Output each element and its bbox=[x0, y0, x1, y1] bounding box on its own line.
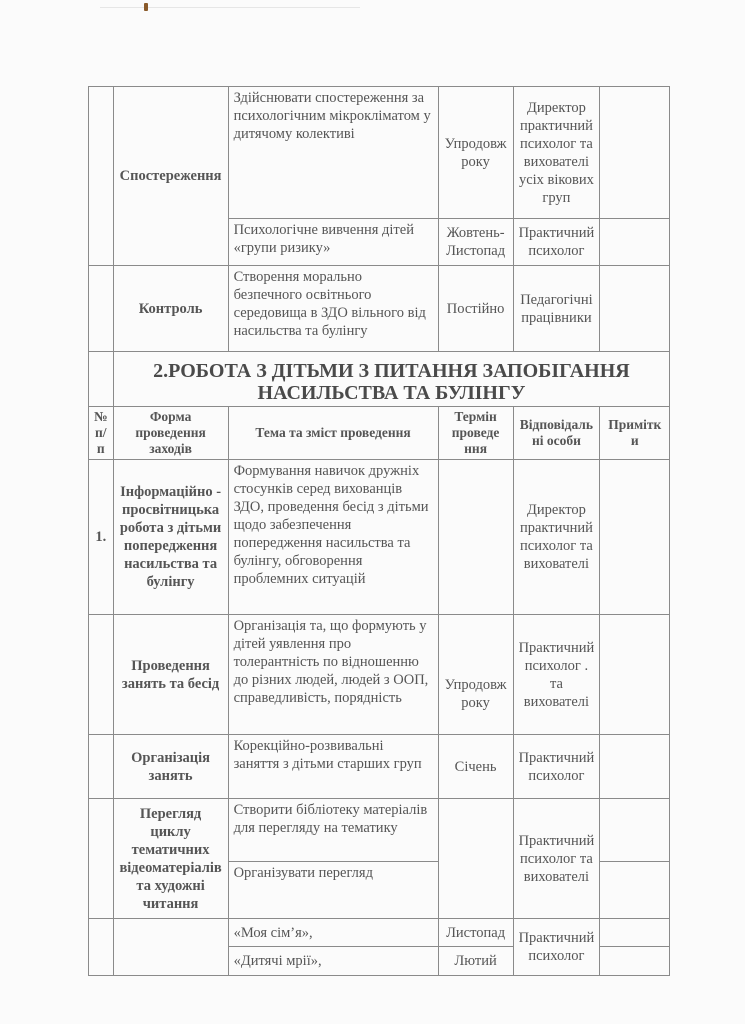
number-cell bbox=[89, 352, 114, 407]
table-row bbox=[89, 87, 670, 219]
scan-artifact-line bbox=[100, 7, 360, 8]
note-cell bbox=[600, 87, 670, 219]
note-cell bbox=[600, 460, 670, 615]
header-form: Форма проведення заходів bbox=[113, 407, 228, 460]
form-cell: Інформаційно - просвітницька робота з дітьми попередження насильства та булінгу bbox=[113, 460, 228, 615]
term-cell bbox=[438, 799, 513, 919]
responsible-cell: Практичний психолог bbox=[513, 735, 600, 799]
note-cell bbox=[600, 266, 670, 352]
note-cell bbox=[600, 799, 670, 862]
table-header-row bbox=[89, 407, 670, 460]
term-cell: Упродовж року bbox=[438, 615, 513, 735]
responsible-cell: Педагогічні працівники bbox=[513, 266, 600, 352]
section-title: 2.РОБОТА З ДІТЬМИ З ПИТАННЯ ЗАПОБІГАННЯ НАСИЛЬСТВА ТА БУЛІНГУ bbox=[113, 352, 670, 407]
form-cell: Перегляд циклу тематичних відеоматеріалів та художні читання bbox=[113, 799, 228, 919]
number-cell bbox=[89, 799, 114, 919]
topic-cell: «Моя сім’я», bbox=[228, 919, 438, 947]
table-row bbox=[89, 799, 670, 862]
number-cell bbox=[89, 735, 114, 799]
responsible-cell: Практичний психолог . та вихователі bbox=[513, 615, 600, 735]
note-cell bbox=[600, 919, 670, 947]
table-row bbox=[89, 919, 670, 947]
term-cell: Жовтень-Листопад bbox=[438, 219, 513, 266]
topic-cell: Корекційно-розвивальні заняття з дітьми старших груп bbox=[228, 735, 438, 799]
number-cell bbox=[89, 87, 114, 266]
number-cell: 1. bbox=[89, 460, 114, 615]
topic-cell: Організація та, що формують у дітей уявлення про толерантність по відношенню до різних людей, людей з ООП, справедливість, порядність bbox=[228, 615, 438, 735]
form-cell: Контроль bbox=[113, 266, 228, 352]
topic-cell: Створити бібліотеку матеріалів для перегляду на тематику bbox=[228, 799, 438, 862]
table-row bbox=[89, 615, 670, 735]
topic-cell: Організувати перегляд bbox=[228, 862, 438, 919]
topic-cell: Створення морально безпечного освітнього середовища в ЗДО вільного від насильства та булінгу bbox=[228, 266, 438, 352]
term-cell: Листопад bbox=[438, 919, 513, 947]
header-number: № п/п bbox=[89, 407, 114, 460]
header-note: Примітк и bbox=[600, 407, 670, 460]
form-cell: Проведення занять та бесід bbox=[113, 615, 228, 735]
table-row bbox=[89, 735, 670, 799]
note-cell bbox=[600, 615, 670, 735]
table-row bbox=[89, 460, 670, 615]
note-cell bbox=[600, 947, 670, 976]
form-cell: Організація занять bbox=[113, 735, 228, 799]
number-cell bbox=[89, 615, 114, 735]
section-title-row bbox=[89, 352, 670, 407]
term-cell: Упродовж року bbox=[438, 87, 513, 219]
form-cell: Спостереження bbox=[113, 87, 228, 266]
header-term: Термін проведе ння bbox=[438, 407, 513, 460]
header-responsible: Відповідаль ні особи bbox=[513, 407, 600, 460]
note-cell bbox=[600, 862, 670, 919]
note-cell bbox=[600, 735, 670, 799]
term-cell: Постійно bbox=[438, 266, 513, 352]
form-cell bbox=[113, 919, 228, 976]
activity-plan-table bbox=[88, 86, 670, 976]
number-cell bbox=[89, 266, 114, 352]
topic-cell: «Дитячі мрії», bbox=[228, 947, 438, 976]
term-cell: Лютий bbox=[438, 947, 513, 976]
responsible-cell: Директор практичний психолог та вихователі усіх вікових груп bbox=[513, 87, 600, 219]
topic-cell: Психологічне вивчення дітей «групи ризику» bbox=[228, 219, 438, 266]
responsible-cell: Практичний психолог bbox=[513, 919, 600, 976]
term-cell: Січень bbox=[438, 735, 513, 799]
term-cell bbox=[438, 460, 513, 615]
table-row bbox=[89, 266, 670, 352]
header-topic: Тема та зміст проведення bbox=[228, 407, 438, 460]
topic-cell: Здійснювати спостереження за психологічним мікрокліматом у дитячому колективі bbox=[228, 87, 438, 219]
responsible-cell: Практичний психолог bbox=[513, 219, 600, 266]
scan-artifact-mark bbox=[144, 3, 148, 11]
responsible-cell: Практичний психолог та вихователі bbox=[513, 799, 600, 919]
topic-cell: Формування навичок дружніх стосунків серед вихованців ЗДО, проведення бесід з дітьми щодо забезпечення попередження насильства та булінгу, обговорення проблемних ситуацій bbox=[228, 460, 438, 615]
responsible-cell: Директор практичний психолог та вихователі bbox=[513, 460, 600, 615]
number-cell bbox=[89, 919, 114, 976]
note-cell bbox=[600, 219, 670, 266]
